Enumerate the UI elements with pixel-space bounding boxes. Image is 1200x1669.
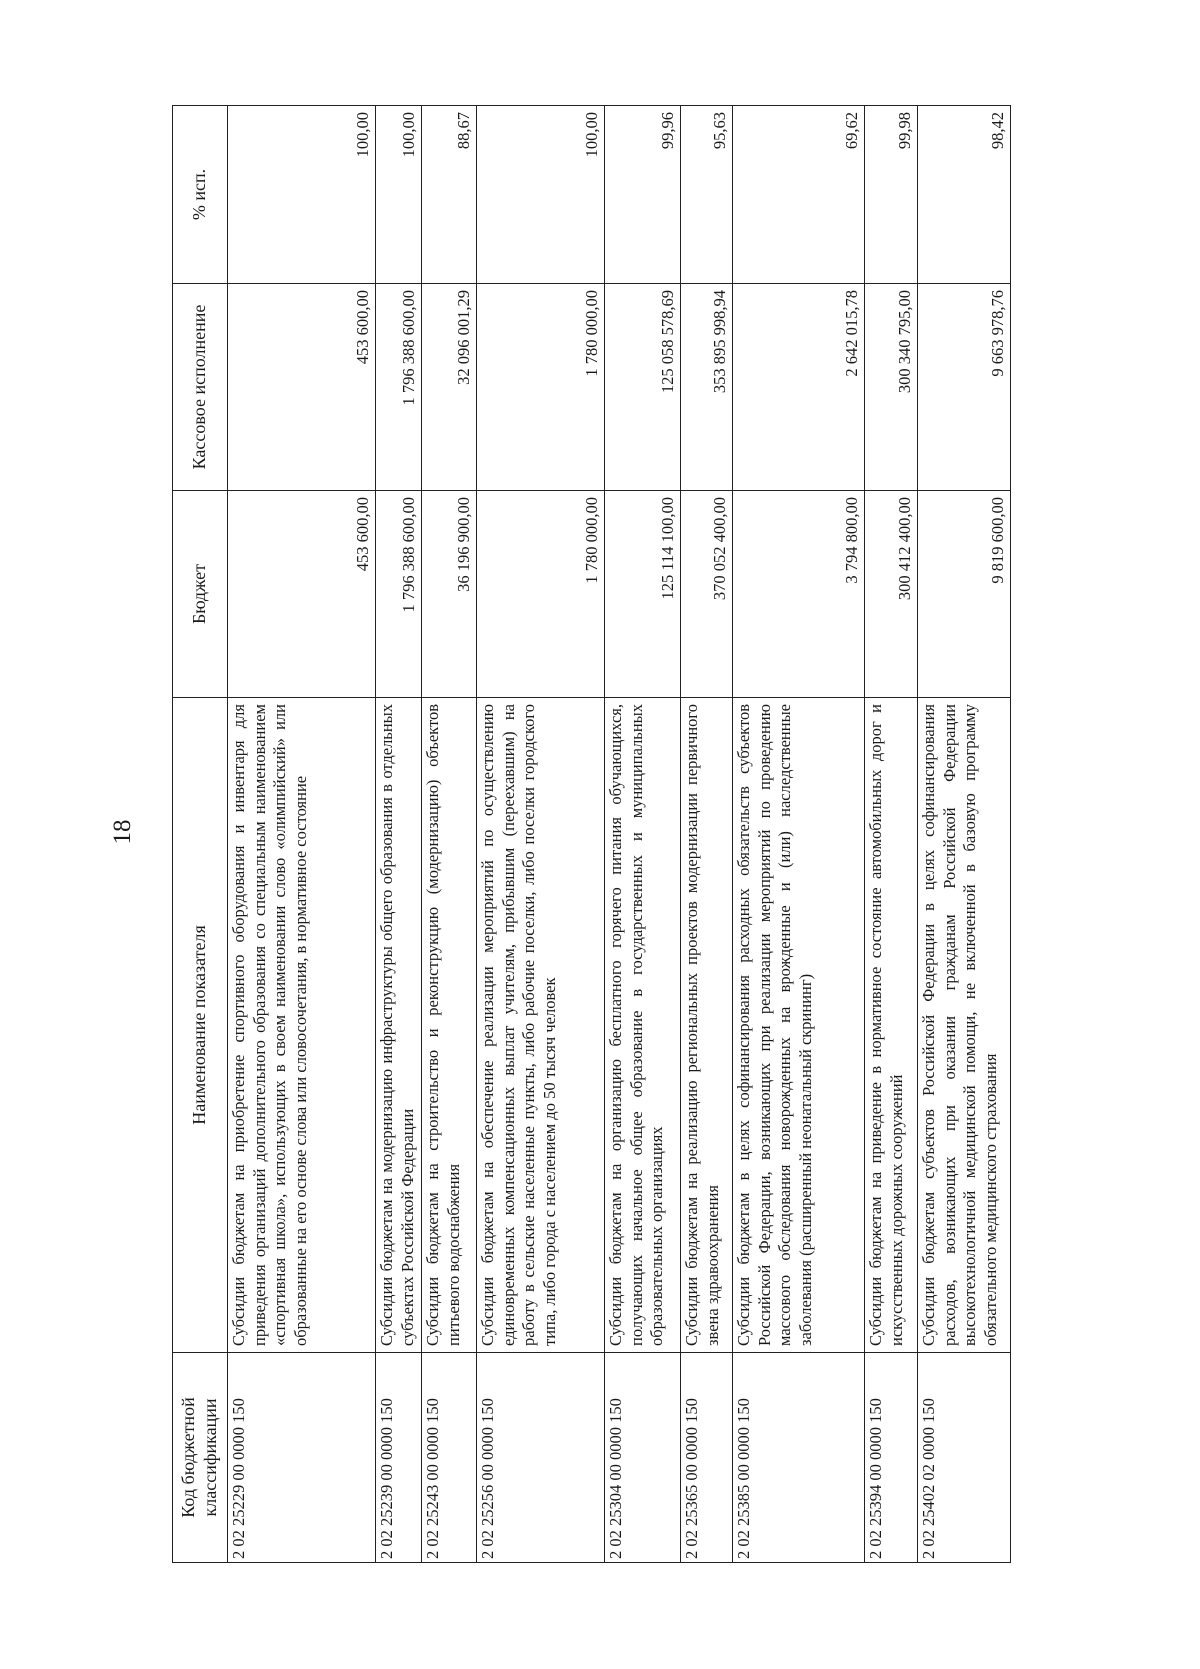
table-row [865, 106, 918, 1563]
header-percent: % исп. [173, 106, 228, 284]
row-percent: 88,67 [422, 106, 477, 284]
row-code: 2 02 25256 00 0000 150 [477, 1353, 605, 1563]
row-name: Субсидии бюджетам на приведение в нормативное состояние автомобильных дорог и искусственных дорожных сооружений [865, 698, 918, 1353]
row-budget: 9 819 600,00 [918, 491, 1011, 698]
row-code: 2 02 25402 02 0000 150 [918, 1353, 1011, 1563]
row-name: Субсидии бюджетам на приобретение спортивного оборудования и инвентаря для приведения организаций дополнительного образования со специальным наименованием «спортивная школа», использующих в своем наименовании слово «олимпийский» или образованные на его основе слова или словосочетания, в нормативное состояние [228, 698, 376, 1353]
row-code: 2 02 25229 00 0000 150 [228, 1353, 376, 1563]
row-name: Субсидии бюджетам в целях софинансирования расходных обязательств субъектов Российской Федерации, возникающих при реализации мероприятий по проведению массового обследования новорожденных на врожденные и (или) наследственные заболевания (расширенный неонатальный скрининг) [733, 698, 865, 1353]
table-row [477, 106, 605, 1563]
row-cash: 1 796 388 600,00 [376, 284, 422, 491]
row-cash: 353 895 998,94 [681, 284, 733, 491]
row-budget: 3 794 800,00 [733, 491, 865, 698]
rotated-table-container [172, 106, 1010, 1563]
row-percent: 99,98 [865, 106, 918, 284]
row-budget: 300 412 400,00 [865, 491, 918, 698]
row-budget: 125 114 100,00 [605, 491, 681, 698]
row-percent: 100,00 [228, 106, 376, 284]
row-percent: 95,63 [681, 106, 733, 284]
row-budget: 1 796 388 600,00 [376, 491, 422, 698]
row-cash: 32 096 001,29 [422, 284, 477, 491]
row-code: 2 02 25304 00 0000 150 [605, 1353, 681, 1563]
row-percent: 100,00 [376, 106, 422, 284]
row-cash: 2 642 015,78 [733, 284, 865, 491]
row-percent: 99,96 [605, 106, 681, 284]
row-cash: 300 340 795,00 [865, 284, 918, 491]
row-budget: 370 052 400,00 [681, 491, 733, 698]
budget-table [172, 105, 1011, 1563]
row-budget: 1 780 000,00 [477, 491, 605, 698]
row-percent: 69,62 [733, 106, 865, 284]
header-code: Код бюджетной классификации [173, 1353, 228, 1563]
row-code: 2 02 25394 00 0000 150 [865, 1353, 918, 1563]
page-number: 18 [109, 819, 136, 845]
row-cash: 9 663 978,76 [918, 284, 1011, 491]
table-row [376, 106, 422, 1563]
header-budget: Бюджет [173, 491, 228, 698]
row-name: Субсидии бюджетам субъектов Российской Федерации в целях софинансирования расходов, возникающих при оказании гражданам Российской Федерации высокотехнологичной медицинской помощи, не включенной в базовую программу обязательного медицинского страхования [918, 698, 1011, 1353]
row-percent: 98,42 [918, 106, 1011, 284]
table-row [918, 106, 1011, 1563]
row-cash: 125 058 578,69 [605, 284, 681, 491]
row-name: Субсидии бюджетам на модернизацию инфраструктуры общего образования в отдельных субъектах Российской Федерации [376, 698, 422, 1353]
row-code: 2 02 25365 00 0000 150 [681, 1353, 733, 1563]
row-percent: 100,00 [477, 106, 605, 284]
row-name: Субсидии бюджетам на реализацию региональных проектов модернизации первичного звена здравоохранения [681, 698, 733, 1353]
table-row [422, 106, 477, 1563]
row-budget: 36 196 900,00 [422, 491, 477, 698]
row-name: Субсидии бюджетам на строительство и реконструкцию (модернизацию) объектов питьевого водоснабжения [422, 698, 477, 1353]
row-code: 2 02 25385 00 0000 150 [733, 1353, 865, 1563]
table-row [605, 106, 681, 1563]
row-cash: 453 600,00 [228, 284, 376, 491]
row-budget: 453 600,00 [228, 491, 376, 698]
row-name: Субсидии бюджетам на организацию бесплатного горячего питания обучающихся, получающих начальное общее образование в государственных и муниципальных образовательных организациях [605, 698, 681, 1353]
row-cash: 1 780 000,00 [477, 284, 605, 491]
table-row [228, 106, 376, 1563]
row-code: 2 02 25243 00 0000 150 [422, 1353, 477, 1563]
row-name: Субсидии бюджетам на обеспечение реализации мероприятий по осуществлению единовременных компенсационных выплат учителям, прибывшим (переехавшим) на работу в сельские населенные пункты, либо рабочие поселки, либо поселки городского типа, либо города с населением до 50 тысяч человек [477, 698, 605, 1353]
table-header-row [173, 106, 228, 1563]
table-row [681, 106, 733, 1563]
table-row [733, 106, 865, 1563]
header-cash: Кассовое исполнение [173, 284, 228, 491]
row-code: 2 02 25239 00 0000 150 [376, 1353, 422, 1563]
header-name: Наименование показателя [173, 698, 228, 1353]
